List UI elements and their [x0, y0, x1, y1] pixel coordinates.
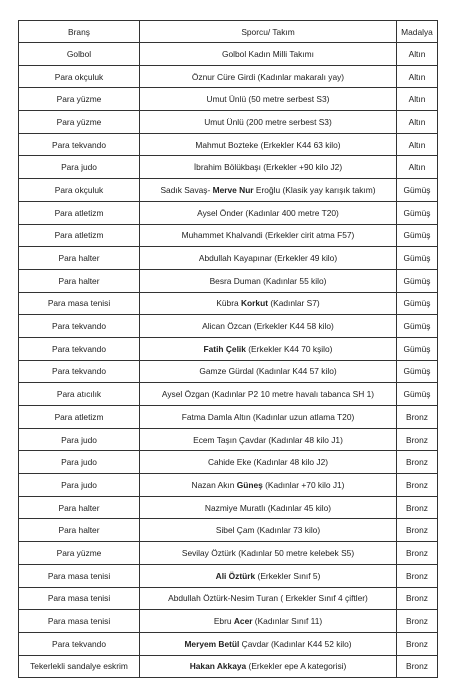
table-row — [19, 337, 438, 360]
sporcu-text: Nazan Akın — [191, 479, 237, 490]
cell-brans: Para masa tenisi — [19, 587, 140, 610]
cell-brans: Para masa tenisi — [19, 610, 140, 633]
sporcu-text: Muhammet Khalvandi (Erkekler cirit atma F57) — [181, 230, 355, 241]
cell-sporcu — [140, 201, 397, 224]
cell-madalya: Bronz — [397, 406, 438, 429]
cell-sporcu — [140, 519, 397, 542]
cell-madalya: Bronz — [397, 428, 438, 451]
cell-sporcu — [140, 406, 397, 429]
cell-madalya: Gümüş — [397, 360, 438, 383]
table-row — [19, 610, 438, 633]
cell-brans: Golbol — [19, 43, 140, 66]
cell-brans: Para tekvando — [19, 337, 140, 360]
cell-madalya: Bronz — [397, 655, 438, 678]
table-row — [19, 451, 438, 474]
table-row — [19, 315, 438, 338]
cell-madalya: Gümüş — [397, 383, 438, 406]
cell-sporcu — [140, 269, 397, 292]
cell-sporcu — [140, 247, 397, 270]
sporcu-bold-text: Hakan Akkaya — [189, 661, 247, 672]
sporcu-text: Abdullah Öztürk-Nesim Turan ( Erkekler Sınıf 4 çiftler) — [168, 593, 368, 604]
sporcu-bold-text: Korkut — [241, 298, 268, 309]
cell-sporcu — [140, 360, 397, 383]
cell-madalya: Altın — [397, 43, 438, 66]
cell-sporcu — [140, 474, 397, 497]
cell-madalya: Bronz — [397, 474, 438, 497]
cell-madalya: Altın — [397, 133, 438, 156]
table-row — [19, 519, 438, 542]
cell-sporcu — [140, 179, 397, 202]
sporcu-text: Abdullah Kayapınar (Erkekler 49 kilo) — [198, 253, 338, 264]
table-row — [19, 201, 438, 224]
cell-brans: Para yüzme — [19, 111, 140, 134]
sporcu-text: (Kadınlar +70 kilo J1) — [262, 479, 345, 490]
sporcu-bold-text: Ali Öztürk — [215, 570, 256, 581]
cell-brans: Para yüzme — [19, 88, 140, 111]
cell-madalya: Gümüş — [397, 292, 438, 315]
table-row — [19, 269, 438, 292]
cell-brans: Para halter — [19, 247, 140, 270]
table-body — [19, 43, 438, 678]
cell-sporcu — [140, 383, 397, 406]
sporcu-text: Sadık Savaş- — [160, 184, 213, 195]
cell-sporcu — [140, 43, 397, 66]
sporcu-bold-text: Meryem Betül — [184, 638, 240, 649]
cell-brans: Para okçuluk — [19, 65, 140, 88]
cell-madalya: Gümüş — [397, 269, 438, 292]
cell-brans: Para atletizm — [19, 201, 140, 224]
header-brans: Branş — [19, 21, 140, 43]
cell-brans: Para tekvando — [19, 632, 140, 655]
cell-madalya: Altın — [397, 156, 438, 179]
table-row — [19, 156, 438, 179]
sporcu-text: Golbol Kadın Milli Takımı — [221, 48, 314, 59]
table-row — [19, 111, 438, 134]
cell-sporcu — [140, 88, 397, 111]
sporcu-bold-text: Merve Nur — [212, 184, 254, 195]
cell-brans: Para atıcılık — [19, 383, 140, 406]
cell-sporcu — [140, 655, 397, 678]
sporcu-text: Aysel Özgan (Kadınlar P2 10 metre havalı tabanca SH 1) — [161, 389, 375, 400]
cell-madalya: Altın — [397, 65, 438, 88]
cell-sporcu — [140, 632, 397, 655]
table-row — [19, 655, 438, 678]
sporcu-text: (Kadınlar Sınıf 11) — [252, 616, 323, 627]
cell-sporcu — [140, 564, 397, 587]
sporcu-text: Alican Özcan (Erkekler K44 58 kilo) — [202, 321, 334, 332]
table-row — [19, 292, 438, 315]
sporcu-text: Çavdar (Kadınlar K44 52 kilo) — [239, 638, 352, 649]
cell-brans: Para okçuluk — [19, 179, 140, 202]
cell-madalya: Altın — [397, 111, 438, 134]
cell-madalya: Bronz — [397, 564, 438, 587]
table-row — [19, 133, 438, 156]
header-row — [19, 21, 438, 43]
sporcu-text: Öznur Cüre Girdi (Kadınlar makaralı yay) — [191, 71, 345, 82]
cell-madalya: Gümüş — [397, 247, 438, 270]
table-row — [19, 65, 438, 88]
cell-brans: Para judo — [19, 451, 140, 474]
cell-brans: Para tekvando — [19, 133, 140, 156]
cell-sporcu — [140, 111, 397, 134]
header-sporcu: Sporcu/ Takım — [140, 21, 397, 43]
cell-brans: Para halter — [19, 519, 140, 542]
cell-brans: Tekerlekli sandalye eskrim — [19, 655, 140, 678]
cell-madalya: Gümüş — [397, 201, 438, 224]
table-row — [19, 383, 438, 406]
sporcu-text: Besra Duman (Kadınlar 55 kilo) — [209, 275, 327, 286]
table-row — [19, 496, 438, 519]
table-row — [19, 43, 438, 66]
cell-brans: Para judo — [19, 474, 140, 497]
cell-sporcu — [140, 542, 397, 565]
cell-madalya: Bronz — [397, 632, 438, 655]
cell-madalya: Bronz — [397, 610, 438, 633]
table-row — [19, 564, 438, 587]
table-row — [19, 179, 438, 202]
sporcu-text: (Erkekler epe A kategorisi) — [246, 661, 347, 672]
cell-brans: Para atletizm — [19, 406, 140, 429]
cell-madalya: Gümüş — [397, 315, 438, 338]
cell-madalya: Bronz — [397, 587, 438, 610]
cell-sporcu — [140, 337, 397, 360]
sporcu-text: Aysel Önder (Kadınlar 400 metre T20) — [197, 207, 339, 218]
cell-madalya: Altın — [397, 88, 438, 111]
table-row — [19, 428, 438, 451]
cell-madalya: Gümüş — [397, 337, 438, 360]
sporcu-text: Gamze Gürdal (Kadınlar K44 57 kilo) — [199, 366, 337, 377]
cell-brans: Para tekvando — [19, 360, 140, 383]
cell-madalya: Bronz — [397, 519, 438, 542]
cell-sporcu — [140, 156, 397, 179]
table-row — [19, 474, 438, 497]
cell-sporcu — [140, 292, 397, 315]
cell-brans: Para tekvando — [19, 315, 140, 338]
cell-madalya: Bronz — [397, 496, 438, 519]
cell-madalya: Bronz — [397, 542, 438, 565]
sporcu-text: Fatma Damla Altın (Kadınlar uzun atlama T20) — [181, 411, 355, 422]
sporcu-text: Umut Ünlü (50 metre serbest S3) — [206, 94, 330, 105]
cell-brans: Para atletizm — [19, 224, 140, 247]
sporcu-text: Ebru — [213, 616, 234, 627]
sporcu-text: Kübra — [216, 298, 241, 309]
medals-table — [18, 20, 438, 678]
sporcu-bold-text: Güneş — [236, 479, 263, 490]
cell-sporcu — [140, 610, 397, 633]
cell-madalya: Gümüş — [397, 224, 438, 247]
sporcu-text: İbrahim Bölükbaşı (Erkekler +90 kilo J2) — [193, 162, 343, 173]
sporcu-text: Ecem Taşın Çavdar (Kadınlar 48 kilo J1) — [193, 434, 343, 445]
table-row — [19, 542, 438, 565]
cell-brans: Para halter — [19, 269, 140, 292]
cell-brans: Para halter — [19, 496, 140, 519]
table-row — [19, 224, 438, 247]
sporcu-text: Umut Ünlü (200 metre serbest S3) — [204, 116, 332, 127]
sporcu-bold-text: Acer — [233, 616, 253, 627]
cell-sporcu — [140, 587, 397, 610]
cell-sporcu — [140, 65, 397, 88]
sporcu-text: Nazmiye Muratlı (Kadınlar 45 kilo) — [204, 502, 332, 513]
cell-brans: Para judo — [19, 156, 140, 179]
table-row — [19, 247, 438, 270]
cell-sporcu — [140, 315, 397, 338]
cell-brans: Para masa tenisi — [19, 292, 140, 315]
sporcu-text: Eroğlu (Klasik yay karışık takım) — [253, 184, 376, 195]
cell-brans: Para judo — [19, 428, 140, 451]
sporcu-text: Mahmut Bozteke (Erkekler K44 63 kilo) — [195, 139, 341, 150]
table-row — [19, 632, 438, 655]
sporcu-text: Cahide Eke (Kadınlar 48 kilo J2) — [207, 457, 329, 468]
sporcu-text: (Erkekler Sınıf 5) — [255, 570, 321, 581]
sporcu-text: (Kadınlar S7) — [268, 298, 320, 309]
table-row — [19, 88, 438, 111]
table-row — [19, 587, 438, 610]
sporcu-text: Sibel Çam (Kadınlar 73 kilo) — [215, 525, 321, 536]
sporcu-bold-text: Fatih Çelik — [203, 343, 246, 354]
cell-sporcu — [140, 496, 397, 519]
cell-brans: Para masa tenisi — [19, 564, 140, 587]
cell-brans: Para yüzme — [19, 542, 140, 565]
table-row — [19, 406, 438, 429]
cell-sporcu — [140, 224, 397, 247]
cell-madalya: Bronz — [397, 451, 438, 474]
cell-madalya: Gümüş — [397, 179, 438, 202]
cell-sporcu — [140, 451, 397, 474]
table-row — [19, 360, 438, 383]
sporcu-text: (Erkekler K44 70 kşilo) — [245, 343, 333, 354]
header-madalya: Madalya — [397, 21, 438, 43]
cell-sporcu — [140, 428, 397, 451]
sporcu-text: Sevilay Öztürk (Kadınlar 50 metre kelebek S5) — [181, 547, 355, 558]
cell-sporcu — [140, 133, 397, 156]
